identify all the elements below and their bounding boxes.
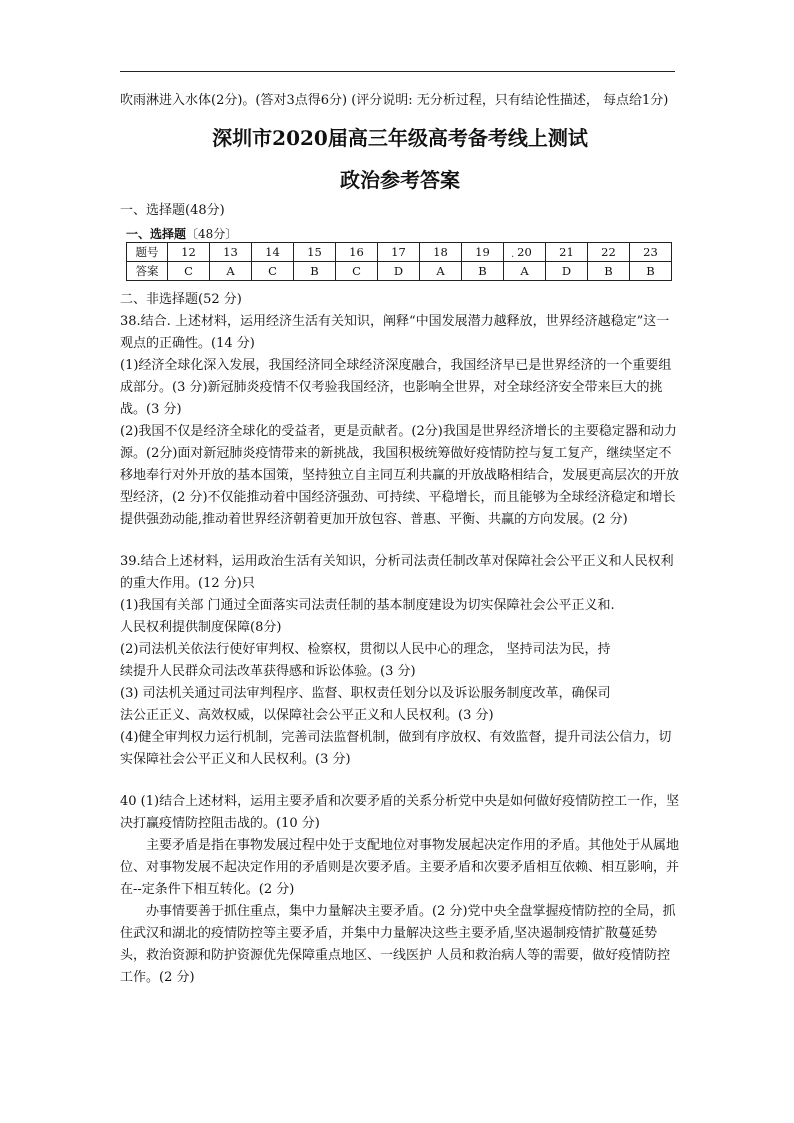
- document-title: 深圳市2020届高三年级高考备考线上测试: [212, 126, 588, 150]
- answer-cell: A: [504, 262, 546, 281]
- q39-answer-point-4: (4)健全审判权力运行机制，完善司法监督机制，做到有序放权、有效监督，提升司法公信力，切实保障社会公平正义和人民权利。(3 分): [120, 730, 672, 767]
- answer-table: [126, 242, 672, 281]
- question-number-cell: 12: [168, 243, 210, 262]
- answer-table-block: [126, 226, 680, 281]
- answer-cell: A: [420, 262, 462, 281]
- section1-heading: 一、选择题(48分): [120, 203, 225, 218]
- question-number-cell: 23: [630, 243, 672, 262]
- question-number-cell: 13: [210, 243, 252, 262]
- answer-cell: B: [630, 262, 672, 281]
- q40-answer-paragraph-2: 办事情要善于抓住重点，集中力量解决主要矛盾。(2 分)党中央全盘掌握疫情防控的全局，抓住武汉和湖北的疫情防控等主要矛盾，并集中力量解决这些主要矛盾,坚决遏制疫情扩散蔓延势头，救治资源和防护资源优先保障重点地区、一线医护 人员和救治病人等的需要，做好疫情防控工作。(2 分): [120, 904, 676, 985]
- q39-answer-point-1b: 人民权利提供制度保障(8分): [120, 620, 282, 635]
- table-caption-label: 一、选择题: [126, 227, 187, 241]
- q39-prompt: 39.结合上述材料，运用政治生活有关知识，分析司法责任制改革对保障社会公平正义和人民权利的重大作用。(12 分)只: [120, 554, 674, 591]
- q39-answer-point-3a: (3) 司法机关通过司法审判程序、监督、职权责任划分以及诉讼服务制度改革，确保司: [120, 686, 611, 701]
- answer-table-caption: [126, 226, 680, 242]
- question-number-cell: 19: [462, 243, 504, 262]
- q39-answer-point-3b: 法公正正义、高效权威，以保障社会公平正义和人民权利。(3 分): [120, 708, 494, 723]
- question-number-cell: 21: [546, 243, 588, 262]
- question-number-cell: 16: [336, 243, 378, 262]
- question-number-cell: 15: [294, 243, 336, 262]
- answer-cell: C: [168, 262, 210, 281]
- document-subtitle: 政治参考答案: [340, 168, 460, 192]
- section2-heading: 二、非选择题(52 分): [120, 292, 242, 307]
- answer-cell: B: [588, 262, 630, 281]
- q40-prompt: 40 (1)结合上述材料，运用主要矛盾和次要矛盾的关系分析党中央是如何做好疫情防控工一作，坚决打赢疫情防控阻击战的。(10 分): [120, 794, 680, 831]
- question-number-cell: 22: [588, 243, 630, 262]
- question-number-row: [127, 243, 672, 262]
- question-number-cell: 17: [378, 243, 420, 262]
- answer-cell: C: [252, 262, 294, 281]
- answer-cell: C: [336, 262, 378, 281]
- row-label-answer: 答案: [127, 262, 168, 281]
- stray-dot: ·: [511, 252, 515, 263]
- q38-prompt: 38.结合. 上述材料，运用经济生活有关知识，阐释“中国发展潜力越释放，世界经济越稳定”这一观点的正确性。(14 分): [120, 314, 670, 351]
- q38-answer-point-2: (2)我国不仅是经济全球化的受益者，更是贡献者。(2分)我国是世界经济增长的主要稳定器和动力源。(2分)面对新冠肺炎疫情带来的新挑战，我国积极统筹做好疫情防控与复工复产，继续坚定不移地奉行对外开放的基本国策，坚持独立自主同互利共赢的开放战略相结合，发展更高层次的开放型经济，(2 分)不仅能推动着中国经济强劲、可持续、平稳增长，而且能够为全球经济稳定和增长提供强劲动能,推动着世界经济朝着更加开放包容、普惠、平衡、共赢的方向发展。(2 分): [120, 424, 680, 527]
- q40-answer-paragraph-1: 主要矛盾是指在事物发展过程中处于支配地位对事物发展起决定作用的矛盾。其他处于从属地位、对事物发展不起决定作用的矛盾则是次要矛盾。主要矛盾和次要矛盾相互依赖、相互影响，并在--定条件下相互转化。(2 分): [120, 838, 680, 897]
- answer-cell: D: [546, 262, 588, 281]
- question-number-cell: 14: [252, 243, 294, 262]
- q38-answer-point-1: (1)经济全球化深入发展，我国经济同全球经济深度融合，我国经济早已是世界经济的一个重要组成部分。(3 分)新冠肺炎疫情不仅考验我国经济，也影响全世界，对全球经济安全带来巨大的挑战。(3 分): [120, 358, 672, 417]
- q39-answer-point-2b: 续提升人民群众司法改革获得感和诉讼体验。(3 分): [120, 664, 416, 679]
- q39-answer-point-2a: (2)司法机关依法行使好审判权、检察权，贯彻以人民中心的理念， 坚持司法为民，持: [120, 642, 611, 657]
- answer-cell: B: [294, 262, 336, 281]
- header-continuation-text: 吹雨淋进入水体(2分)。(答对3点得6分) (评分说明: 无分析过程，只有结论性描述， 每点给1分): [120, 93, 669, 108]
- question-number-cell: 18: [420, 243, 462, 262]
- q39-answer-point-1a: (1)我国有关部 门通过全面落实司法责任制的基本制度建设为切实保障社会公平正义和.: [120, 598, 615, 613]
- header-rule: [120, 71, 675, 72]
- answer-cell: A: [210, 262, 252, 281]
- table-caption-points: 〔48分〕: [186, 227, 238, 241]
- answer-cell: D: [378, 262, 420, 281]
- document-body: [120, 90, 680, 989]
- answer-row: [127, 262, 672, 281]
- question-number-cell: 20: [504, 243, 546, 262]
- answer-cell: B: [462, 262, 504, 281]
- row-label-question: 题号: [127, 243, 168, 262]
